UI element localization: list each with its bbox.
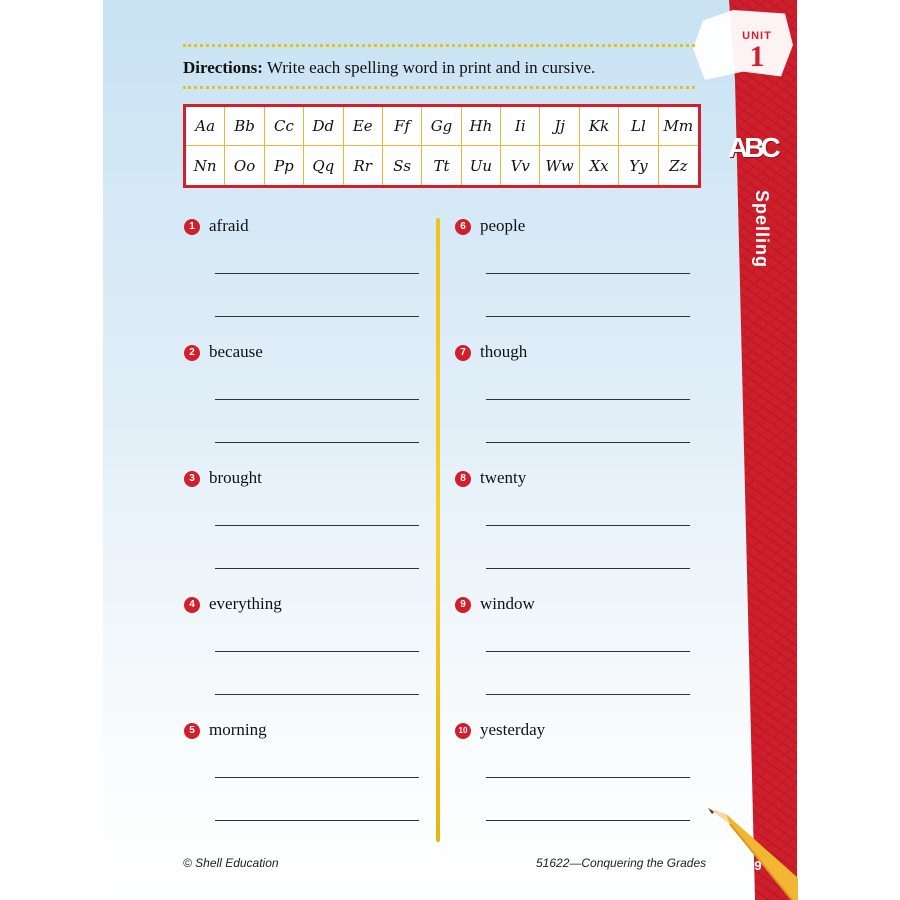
alphabet-letter-cell: Vv — [501, 146, 540, 185]
alphabet-letter-cell: Hh — [462, 107, 501, 146]
footer-title: 51622—Conquering the Grades — [536, 856, 707, 870]
column-divider — [436, 218, 440, 842]
alphabet-letter-cell: Ll — [619, 107, 658, 146]
unit-label: UNIT — [742, 30, 772, 42]
alphabet-letter-cell: Nn — [186, 146, 225, 185]
alphabet-letter-cell: Rr — [344, 146, 383, 185]
dotted-rule-top — [183, 44, 695, 47]
writing-line[interactable] — [486, 651, 690, 652]
directions-text: Write each spelling word in print and in cursive. — [262, 58, 596, 77]
writing-line[interactable] — [486, 694, 690, 695]
spelling-word: though — [480, 342, 528, 361]
alphabet-letter-cell: Bb — [225, 107, 264, 146]
writing-line[interactable] — [486, 442, 690, 443]
spelling-word: because — [209, 342, 263, 361]
spelling-word: yesterday — [480, 720, 546, 739]
item-number-badge: 7 — [455, 345, 471, 361]
spelling-word: people — [480, 216, 526, 235]
writing-line[interactable] — [215, 399, 419, 400]
item-number-badge: 1 — [184, 219, 200, 235]
item-number-badge: 4 — [184, 597, 200, 613]
item-number-badge: 8 — [455, 471, 471, 487]
section-label: Spelling — [752, 190, 772, 269]
writing-line[interactable] — [215, 525, 419, 526]
spelling-word: morning — [209, 720, 267, 739]
spelling-word: brought — [209, 468, 262, 487]
footer-publisher: © Shell Education — [183, 856, 279, 870]
writing-line[interactable] — [215, 777, 419, 778]
spelling-word: twenty — [480, 468, 527, 487]
writing-line[interactable] — [215, 694, 419, 695]
alphabet-letter-cell: Uu — [462, 146, 501, 185]
writing-line[interactable] — [215, 651, 419, 652]
spelling-word: window — [480, 594, 535, 613]
writing-line[interactable] — [486, 273, 690, 274]
alphabet-letter-cell: Kk — [580, 107, 619, 146]
alphabet-letter-cell: Yy — [619, 146, 658, 185]
directions — [183, 58, 703, 78]
pencil-icon — [700, 808, 798, 900]
alphabet-letter-cell: Tt — [422, 146, 461, 185]
alphabet-letter-cell: Zz — [669, 156, 688, 175]
alphabet-letter-cell: Qq — [304, 146, 343, 185]
alphabet-letter-cell: Mm — [659, 107, 698, 146]
directions-label: Directions: — [183, 58, 263, 77]
dotted-rule-bottom — [183, 86, 695, 89]
item-number-badge: 2 — [184, 345, 200, 361]
item-number-badge: 5 — [184, 723, 200, 739]
writing-line[interactable] — [215, 442, 419, 443]
alphabet-letter-cell: Ee — [344, 107, 383, 146]
spelling-word: afraid — [209, 216, 249, 235]
unit-number: 1 — [749, 40, 765, 73]
spelling-word: everything — [209, 594, 282, 613]
writing-line[interactable] — [486, 399, 690, 400]
abc-icon: ABC — [728, 132, 777, 163]
alphabet-letter-cell: Xx — [580, 146, 619, 185]
writing-line[interactable] — [215, 273, 419, 274]
writing-line[interactable] — [486, 777, 690, 778]
writing-line[interactable] — [486, 820, 690, 821]
writing-line[interactable] — [215, 820, 419, 821]
item-number-badge: 10 — [455, 723, 471, 739]
alphabet-letter-cell: Dd — [304, 107, 343, 146]
writing-line[interactable] — [215, 568, 419, 569]
alphabet-letter-cell: Cc — [265, 107, 304, 146]
cursive-alphabet-chart — [183, 104, 701, 188]
alphabet-letter-cell: Ww — [540, 146, 579, 185]
page-number: 9 — [754, 858, 762, 873]
alphabet-letter-cell: Ss — [383, 146, 422, 185]
writing-line[interactable] — [215, 316, 419, 317]
alphabet-letter-cell: Oo — [225, 146, 264, 185]
alphabet-letter-cell: Pp — [265, 146, 304, 185]
writing-line[interactable] — [486, 568, 690, 569]
item-number-badge: 9 — [455, 597, 471, 613]
alphabet-letter-cell: Gg — [422, 107, 461, 146]
alphabet-letter-cell: Ii — [501, 107, 540, 146]
alphabet-letter-cell: Jj — [540, 107, 579, 146]
item-number-badge: 3 — [184, 471, 200, 487]
alphabet-letter-cell: Aa — [186, 107, 225, 146]
alphabet-letter-cell: Ff — [383, 107, 422, 146]
writing-line[interactable] — [486, 316, 690, 317]
writing-line[interactable] — [486, 525, 690, 526]
item-number-badge: 6 — [455, 219, 471, 235]
